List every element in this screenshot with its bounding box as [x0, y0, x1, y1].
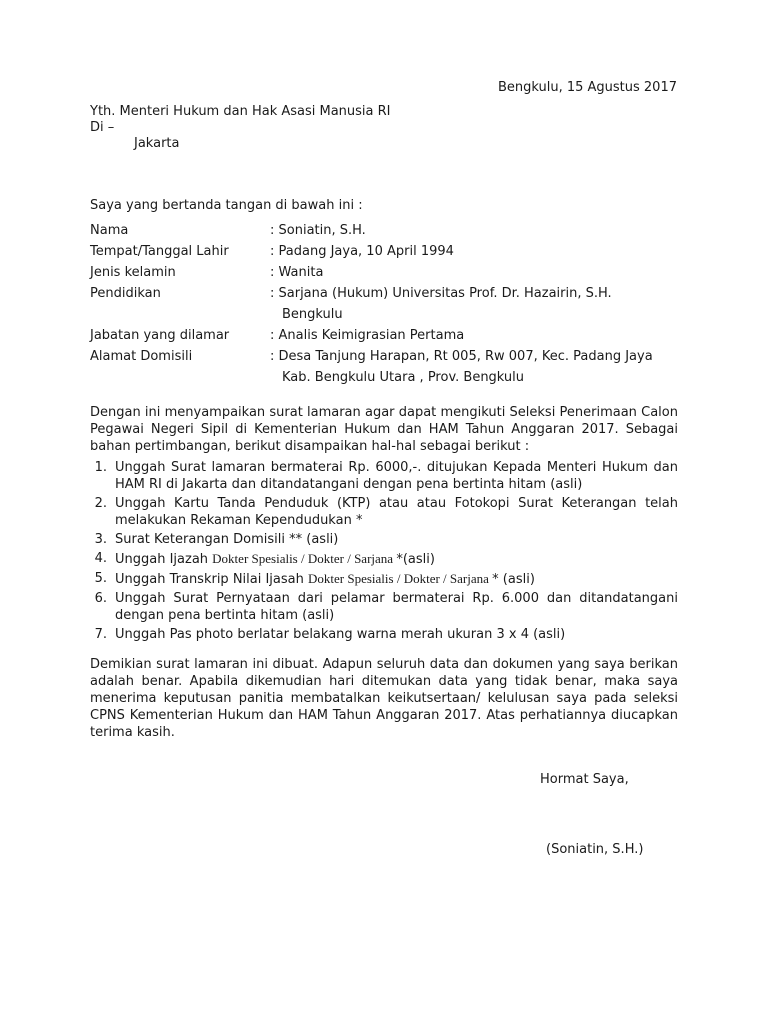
field-label: Jabatan yang dilamar [90, 328, 230, 343]
field-row-jenis-kelamin [90, 262, 653, 283]
signature-name: (Soniatin, S.H.) [546, 842, 644, 857]
list-text: Unggah Pas photo berlatar belakang warna merah ukuran 3 x 4 (asli) [115, 627, 566, 642]
field-value: : Padang Jaya, 10 April 1994 [270, 244, 454, 259]
applicant-fields [90, 220, 653, 388]
field-value: : Soniatin, S.H. [270, 223, 366, 238]
list-item [90, 570, 678, 588]
field-label: Nama [90, 223, 129, 238]
list-item [90, 531, 678, 548]
recipient-block [90, 104, 391, 152]
list-text: Unggah Kartu Tanda Penduduk (KTP) atau atau Fotokopi Surat Keterangan telah melakukan Rekaman Kependudukan * [115, 496, 678, 528]
list-text: Unggah Surat lamaran bermaterai Rp. 6000,-. ditujukan Kepada Menteri Hukum dan HAM RI di Jakarta dan ditandatangani dengan pena bertinta hitam (asli) [115, 460, 678, 492]
list-number: 7. [94, 627, 107, 642]
field-label: Tempat/Tanggal Lahir [90, 244, 229, 259]
intro-line: Saya yang bertanda tangan di bawah ini : [90, 198, 363, 213]
list-number: 1. [94, 460, 107, 475]
list-number: 4. [94, 551, 107, 566]
field-label: Alamat Domisili [90, 349, 193, 364]
list-item [90, 495, 678, 529]
closing-salutation: Hormat Saya, [540, 772, 629, 787]
list-text-pre: Unggah Transkrip Nilai Ijasah [115, 572, 309, 587]
list-text-post: *(asli) [396, 552, 435, 567]
field-row-pendidikan [90, 283, 653, 304]
requirements-list [90, 459, 678, 645]
list-number: 6. [94, 591, 107, 606]
body-paragraph-2: Demikian surat lamaran ini dibuat. Adapun seluruh data dan dokumen yang saya berikan adalah benar. Apabila dikemudian hari ditemukan data yang tidak benar, maka saya menerima keputusan panitia membatalkan keikutsertaan/ kelulusan saya pada seleksi CPNS Kementerian Hukum dan HAM Tahun Anggaran 2017. Atas perhatiannya diucapkan terima kasih. [90, 657, 678, 740]
body-paragraph-1: Dengan ini menyampaikan surat lamaran agar dapat mengikuti Seleksi Penerimaan Calon Pegawai Negeri Sipil di Kementerian Hukum dan HAM Tahun Anggaran 2017. Sebagai bahan pertimbangan, berikut disampaikan hal-hal sebagai berikut : [90, 405, 678, 454]
list-text-serif: Dokter Spesialis / Dokter / Sarjana [308, 571, 493, 586]
list-text-post: * (asli) [492, 572, 535, 587]
field-row-alamat [90, 346, 653, 367]
list-text: Unggah Surat Pernyataan dari pelamar bermaterai Rp. 6.000 dan ditandatangani dengan pena bertinta hitam (asli) [115, 591, 678, 623]
list-item [90, 626, 678, 643]
field-continuation: Kab. Bengkulu Utara , Prov. Bengkulu [282, 370, 525, 385]
field-row-jabatan [90, 325, 653, 346]
list-item [90, 590, 678, 624]
list-text-pre: Unggah Ijazah [115, 552, 213, 567]
list-text [115, 550, 678, 568]
list-item [90, 459, 678, 493]
field-value: : Wanita [270, 265, 324, 280]
list-text-serif: Dokter Spesialis / Dokter / Sarjana [212, 551, 397, 566]
list-text: Surat Keterangan Domisili ** (asli) [115, 532, 339, 547]
field-value: : Desa Tanjung Harapan, Rt 005, Rw 007, Kec. Padang Jaya [270, 349, 653, 364]
list-number: 2. [94, 496, 107, 511]
list-text [115, 570, 678, 588]
field-continuation: Bengkulu [282, 307, 343, 322]
field-value: : Analis Keimigrasian Pertama [270, 328, 465, 343]
list-item [90, 550, 678, 568]
recipient-city: Jakarta [134, 136, 180, 151]
field-row-nama [90, 220, 653, 241]
place-date: Bengkulu, 15 Agustus 2017 [497, 80, 677, 95]
field-row-ttl [90, 241, 653, 262]
field-value: : Sarjana (Hukum) Universitas Prof. Dr. Hazairin, S.H. [270, 286, 612, 301]
field-label: Jenis kelamin [90, 265, 176, 280]
list-number: 3. [94, 532, 107, 547]
recipient-line-2: Di – [90, 120, 115, 135]
field-label: Pendidikan [90, 286, 161, 301]
recipient-line-1: Yth. Menteri Hukum dan Hak Asasi Manusia RI [90, 104, 391, 119]
list-number: 5. [94, 571, 107, 586]
